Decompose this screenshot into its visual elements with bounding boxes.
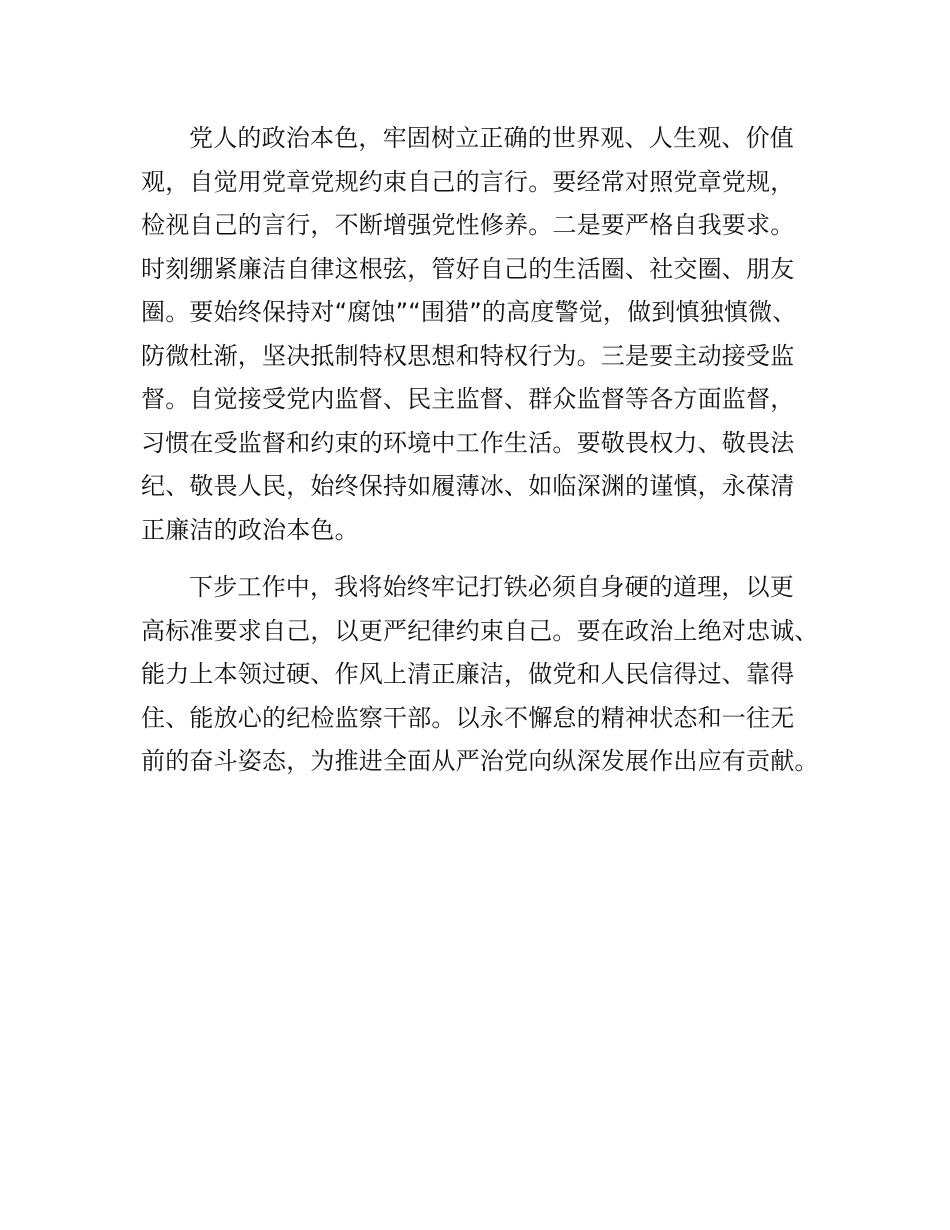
text-line: 防微杜渐，坚决抵制特权思想和特权行为。三是要主动接受监 xyxy=(141,341,795,370)
text-line: 时刻绷紧廉洁自律这根弦，管好自己的生活圈、社交圈、朋友 xyxy=(141,254,795,283)
text-line: 前的奋斗姿态，为推进全面从严治党向纵深发展作出应有贡献。 xyxy=(141,747,819,775)
text-line: 督。自觉接受党内监督、民主监督、群众监督等各方面监督， xyxy=(141,385,795,413)
text-line: 党人的政治本色，牢固树立正确的世界观、人生观、价值 xyxy=(189,124,794,152)
text-line: 习惯在受监督和约束的环境中工作生活。要敬畏权力、敬畏法 xyxy=(141,428,795,457)
paragraph-1 xyxy=(141,117,831,552)
text-line: 下步工作中，我将始终牢记打铁必须自身硬的道理，以更 xyxy=(189,573,794,601)
text-line: 检视自己的言行，不断增强党性修养。二是要严格自我要求。 xyxy=(141,211,795,239)
text-line: 住、能放心的纪检监察干部。以永不懈怠的精神状态和一往无 xyxy=(141,703,795,732)
text-line: 观，自觉用党章党规约束自己的言行。要经常对照党章党规， xyxy=(141,167,795,196)
text-line: 圈。要始终保持对“腐蚀”“围猎”的高度警觉，做到慎独慎微、 xyxy=(141,298,797,326)
text-line: 正廉洁的政治本色。 xyxy=(141,515,359,544)
text-line: 纪、敬畏人民，始终保持如履薄冰、如临深渊的谨慎，永葆清 xyxy=(141,472,795,500)
document-body xyxy=(141,117,831,784)
paragraph-2 xyxy=(141,566,831,784)
text-line: 高标准要求自己，以更严纪律约束自己。要在政治上绝对忠诚、 xyxy=(141,616,819,645)
text-line: 能力上本领过硬、作风上清正廉洁，做党和人民信得过、靠得 xyxy=(141,660,795,688)
